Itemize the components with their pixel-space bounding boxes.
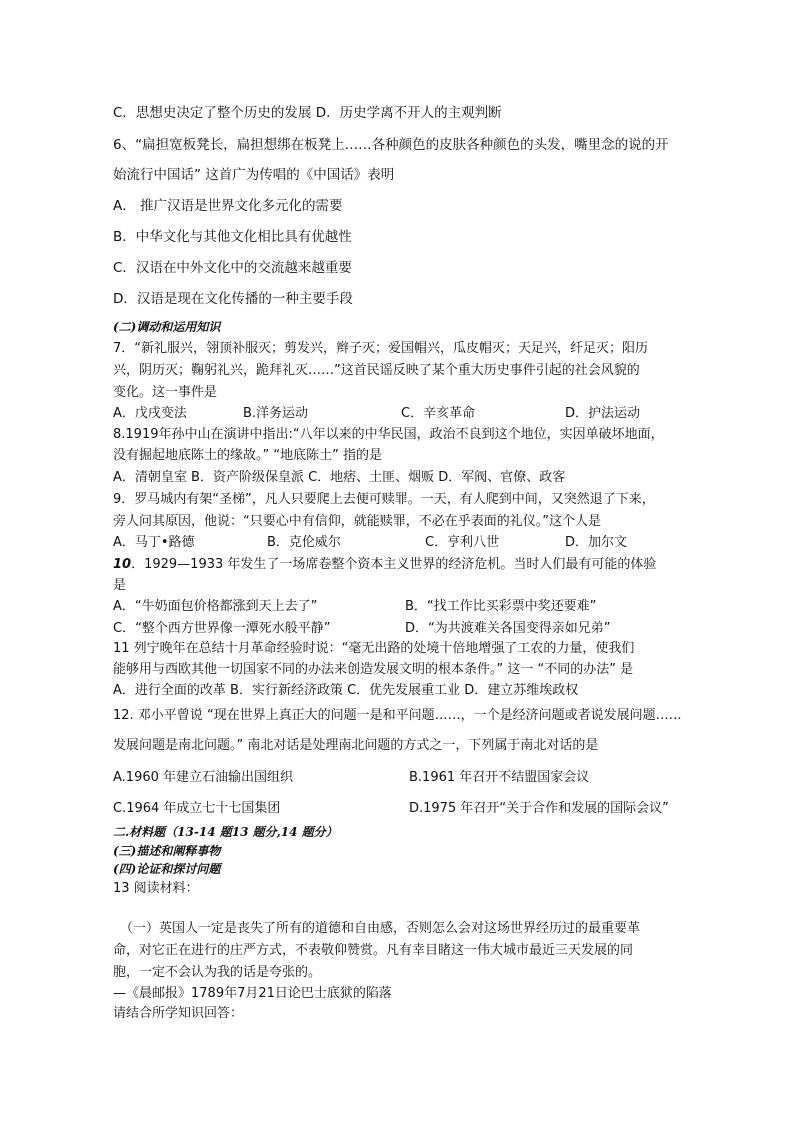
q7-stem-line2: 兴，阴历灭；鞠躬礼兴，跪拜礼灭……”这首民谣反映了某个重大历史事件引起的社会风貌的 xyxy=(113,363,640,378)
q12-option-a: A.1960 年建立石油输出国组织 xyxy=(113,770,294,785)
q12-options-cd xyxy=(113,800,693,818)
q12-option-c: C.1964 年成立七十七国集团 xyxy=(113,801,281,816)
q10-stem-text: ．1929—1933 年发生了一场席卷整个资本主义世界的经济危机。当时人们最有可能的体验 xyxy=(131,557,657,572)
q6-option-d: D．汉语是现在文化传播的一种主要手段 xyxy=(113,291,353,307)
q6-stem-line1: 6、“扁担宽板凳长，扁担想绑在板凳上……各种颜色的皮肤各种颜色的头发，嘴里念的说的开 xyxy=(113,137,669,153)
q9-option-a: A．马丁•路德 xyxy=(113,535,195,550)
q11-stem-line1: 11 列宁晚年在总结十月革命经验时说：“毫无出路的处境十倍地增强了工农的力量，使我们 xyxy=(113,641,635,656)
q9-option-d: D．加尔文 xyxy=(565,535,628,550)
q7-stem-line3: 变化。这一事件是 xyxy=(113,385,218,400)
material-line1: （一）英国人一定是丧失了所有的道德和自由感，否则怎么会对这场世界经历过的最重要革 xyxy=(120,921,641,936)
q9-option-b: B．克伦威尔 xyxy=(267,535,341,550)
q10-option-b: B．“找工作比买彩票中奖还要难” xyxy=(405,599,597,614)
q10-options-cd xyxy=(113,620,693,638)
q11-stem-line2: 能够用与西欧其他一切国家不同的办法来创造发展文明的根本条件。” 这一 “不同的办法” 是 xyxy=(113,662,634,677)
q10-stem-line1 xyxy=(113,556,656,574)
q9-stem-line2: 旁人问其原因，他说：“只要心中有信仰，就能赎罪，不必在乎表面的礼仪。”这个人是 xyxy=(113,514,601,529)
q5-options-cd: C．思想史决定了整个历史的发展 D．历史学离不开人的主观判断 xyxy=(113,105,502,121)
material-line2: 命，对它正在进行的庄严方式，不表敬仰赞赏。凡有幸目睹这一伟大城市最近三天发展的同 xyxy=(113,943,634,958)
q10-option-a: A．“牛奶面包价格都涨到天上去了” xyxy=(113,599,318,614)
q7-option-b: B.洋务运动 xyxy=(243,406,309,421)
material-line3: 胞，一定不会认为我的话是夸张的。 xyxy=(113,965,322,980)
section-heading-4: (四)论证和探讨问题 xyxy=(113,862,221,876)
q10-option-d: D．“为共渡难关各国变得亲如兄弟” xyxy=(405,621,611,636)
q12-option-d: D.1975 年召开“关于合作和发展的国际会议” xyxy=(409,801,669,816)
q7-option-c: C．辛亥革命 xyxy=(401,406,476,421)
answer-prompt: 请结合所学知识回答： xyxy=(113,1006,244,1021)
q9-options xyxy=(113,534,693,552)
q6-option-b: B．中华文化与其他文化相比具有优越性 xyxy=(113,229,352,245)
q7-option-a: A．戊戌变法 xyxy=(113,406,187,421)
q12-options-ab xyxy=(113,769,693,787)
q11-options: A．进行全面的改革 B．实行新经济政策 C．优先发展重工业 D．建立苏维埃政权 xyxy=(113,683,579,698)
q10-number: 10 xyxy=(113,557,132,572)
section-heading-3: (三)描述和阐释事物 xyxy=(113,844,221,858)
q6-option-a: A． 推广汉语是世界文化多元化的需要 xyxy=(113,198,343,214)
q8-options: A．清朝皇室 B．资产阶级保皇派 C．地痞、土匪、烟贩 D．军阀、官僚、政客 xyxy=(113,470,566,485)
q8-stem-line2: 没有掘起地底陈土的缘故。” “地底陈土” 指的是 xyxy=(113,448,382,463)
q8-stem-line1: 8.1919年孙中山在演讲中指出:“八年以来的中华民国，政治不良到这个地位，实因单破坏地面， xyxy=(113,427,664,442)
q9-stem-line1: 9．罗马城内有架“圣梯”，凡人只要爬上去便可赎罪。一天，有人爬到中间，又突然退了下来， xyxy=(113,492,655,507)
q7-options xyxy=(113,405,693,423)
q9-option-c: C．亨利八世 xyxy=(425,535,500,550)
q7-stem-line1: 7．“新礼服兴，翎顶补服灭；剪发兴，辫子灭；爱国帽兴，瓜皮帽灭；天足兴，纤足灭；阳历 xyxy=(113,341,649,356)
q12-stem-line1: 12. 邓小平曾说 “现在世界上真正大的问题一是和平问题……，一个是经济问题或者说发展问题…… xyxy=(113,708,682,723)
q12-stem-line2: 发展问题是南北问题。” 南北对话是处理南北问题的方式之一，下列属于南北对话的是 xyxy=(113,738,599,753)
material-source: —《晨邮报》1789年7月21日论巴士底狱的陷落 xyxy=(113,986,392,1001)
q10-options-ab xyxy=(113,598,693,616)
section-heading-2: (二)调动和运用知识 xyxy=(113,320,221,334)
q13-heading: 13 阅读材料： xyxy=(113,881,199,896)
q10-stem-line2: 是 xyxy=(113,578,127,593)
part-heading-2: 二.材料题（13-14 题13 题分,14 题分） xyxy=(113,825,338,839)
q12-option-b: B.1961 年召开不结盟国家会议 xyxy=(409,770,590,785)
q6-option-c: C．汉语在中外文化中的交流越来越重要 xyxy=(113,260,352,276)
q7-option-d: D．护法运动 xyxy=(565,406,641,421)
q6-stem-line2: 始流行中国话” 这首广为传唱的《中国话》表明 xyxy=(113,167,395,183)
q10-option-c: C．“整个西方世界像一潭死水般平静” xyxy=(113,621,331,636)
